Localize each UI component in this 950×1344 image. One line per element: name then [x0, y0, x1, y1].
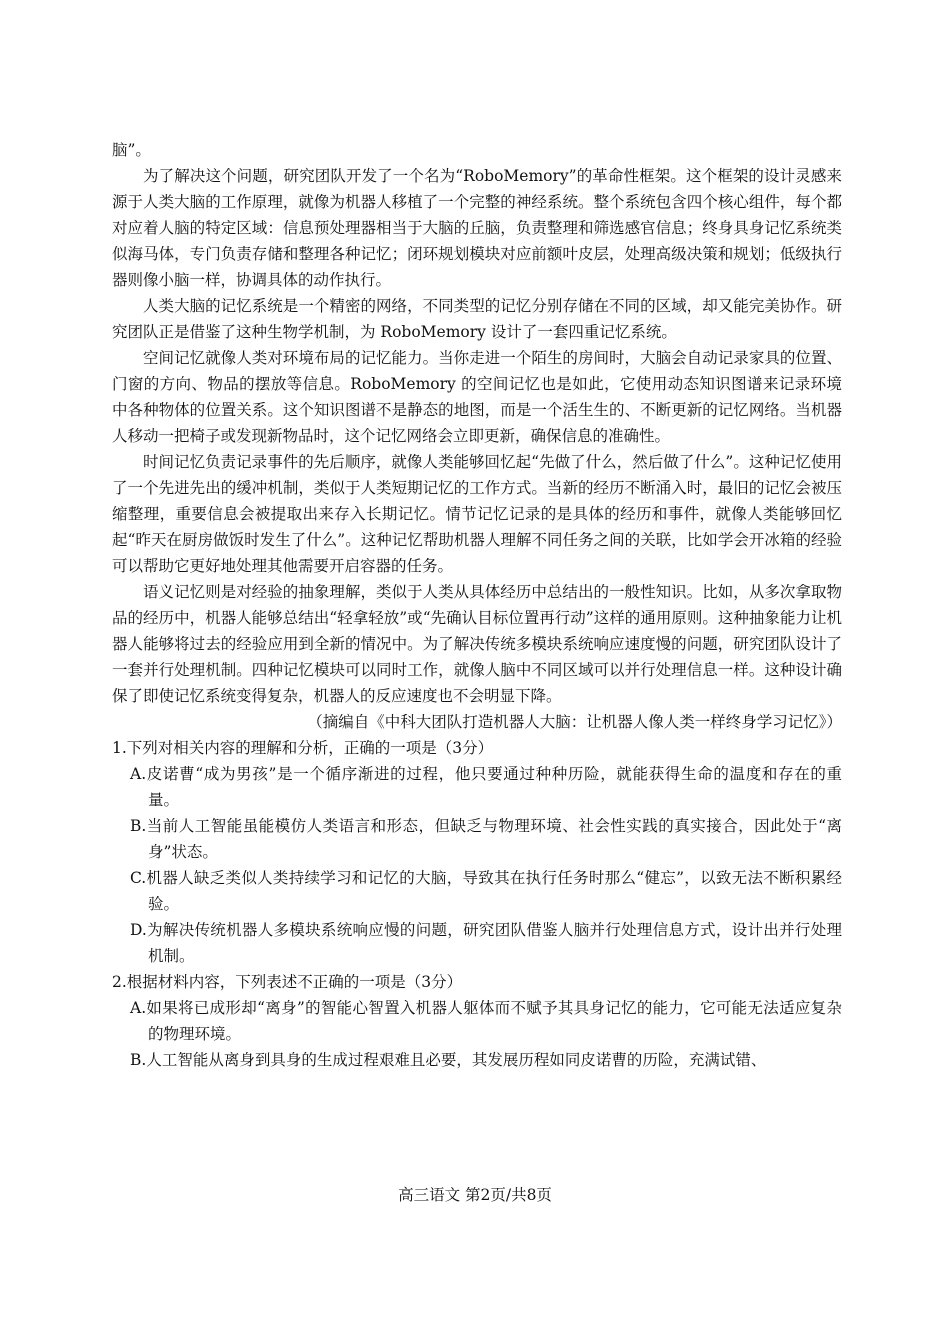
question-stem: 1.下列对相关内容的理解和分析，正确的一项是（3分） [112, 739, 494, 757]
paragraph-robomemory-framework: 为了解决这个问题，研究团队开发了一个名为“RoboMemory”的革命性框架。这个框架的设计灵感来源于人类大脑的工作原理，就像为机器人移植了一个完整的神经系统。整个系统包含四个核心组件，每个都对应着人脑的特定区域：信息预处理器相当于大脑的丘脑，负责整理和筛选感官信息；终身具身记忆系统类似海马体，专门负责存储和整理各种记忆；闭环规划模块对应前额叶皮层，处理高级决策和规划；低级执行器则像小脑一样，协调具体的动作执行。 [112, 167, 842, 289]
paragraph-spatial-memory: 空间记忆就像人类对环境布局的记忆能力。当你走进一个陌生的房间时，大脑会自动记录家具的位置、门窗的方向、物品的摆放等信息。RoboMemory 的空间记忆也是如此，它使用动态知识图谱来记录环境中各种物体的位置关系。这个知识图谱不是静态的地图，而是一个活生生的、不断更新的记忆网络。当机器人移动一把椅子或发现新物品时，这个记忆网络会立即更新，确保信息的准确性。 [112, 349, 842, 445]
option-b: B.当前人工智能虽能模仿人类语言和形态，但缺乏与物理环境、社会性实践的真实接合，因此处于“离身”状态。 [130, 817, 842, 861]
option-d: D.为解决传统机器人多模块系统响应慢的问题，研究团队借鉴人脑并行处理信息方式，设计出并行处理机制。 [130, 921, 842, 965]
paragraph-semantic-memory: 语义记忆则是对经验的抽象理解，类似于人类从具体经历中总结出的一般性知识。比如，从多次拿取物品的经历中，机器人能够总结出“轻拿轻放”或“先确认目标位置再行动”这样的通用原则。这种抽象能力让机器人能够将过去的经验应用到全新的情况中。为了解决传统多模块系统响应速度慢的问题，研究团队设计了一套并行处理机制。四种记忆模块可以同时工作，就像人脑中不同区域可以并行处理信息一样。这种设计确保了即使记忆系统变得复杂，机器人的反应速度也不会明显下降。 [112, 583, 842, 705]
paragraph-temporal-memory: 时间记忆负责记录事件的先后顺序，就像人类能够回忆起“先做了什么，然后做了什么”。这种记忆使用了一个先进先出的缓冲机制，类似于人类短期记忆的工作方式。当新的经历不断涌入时，最旧的记忆会被压缩整理，重要信息会被提取出来存入长期记忆。情节记忆记录的是具体的经历和事件，就像人类能够回忆起“昨天在厨房做饭时发生了什么”。这种记忆帮助机器人理解不同任务之间的关联，比如学会开冰箱的经验可以帮助它更好地处理其他需要开启容器的任务。 [112, 453, 842, 575]
reading-passage [112, 137, 842, 1073]
option-a: A.如果将已成形却“离身”的智能心智置入机器人躯体而不赋予其具身记忆的能力，它可能无法适应复杂的物理环境。 [130, 999, 842, 1043]
option-a: A.皮诺曹“成为男孩”是一个循序渐进的过程，他只要通过种种历险，就能获得生命的温度和存在的重量。 [130, 765, 842, 809]
option-c: C.机器人缺乏类似人类持续学习和记忆的大脑，导致其在执行任务时那么“健忘”，以致无法不断积累经验。 [130, 869, 842, 913]
page-footer: 高三语文 第2页/共8页 [398, 1186, 552, 1204]
question-1 [112, 735, 842, 969]
option-b: B.人工智能从离身到具身的生成过程艰难且必要，其发展历程如同皮诺曹的历险，充满试错、 [130, 1051, 767, 1069]
paragraph-continuation: 脑”。 [112, 141, 151, 159]
question-stem: 2.根据材料内容，下列表述不正确的一项是（3分） [112, 973, 463, 991]
question-2 [112, 969, 842, 1073]
paragraph-memory-network: 人类大脑的记忆系统是一个精密的网络，不同类型的记忆分别存储在不同的区域，却又能完美协作。研究团队正是借鉴了这种生物学机制，为 RoboMemory 设计了一套四重记忆系统。 [112, 297, 842, 341]
source-citation: （摘编自《中科大团队打造机器人大脑：让机器人像人类一样终身学习记忆》） [307, 713, 842, 731]
